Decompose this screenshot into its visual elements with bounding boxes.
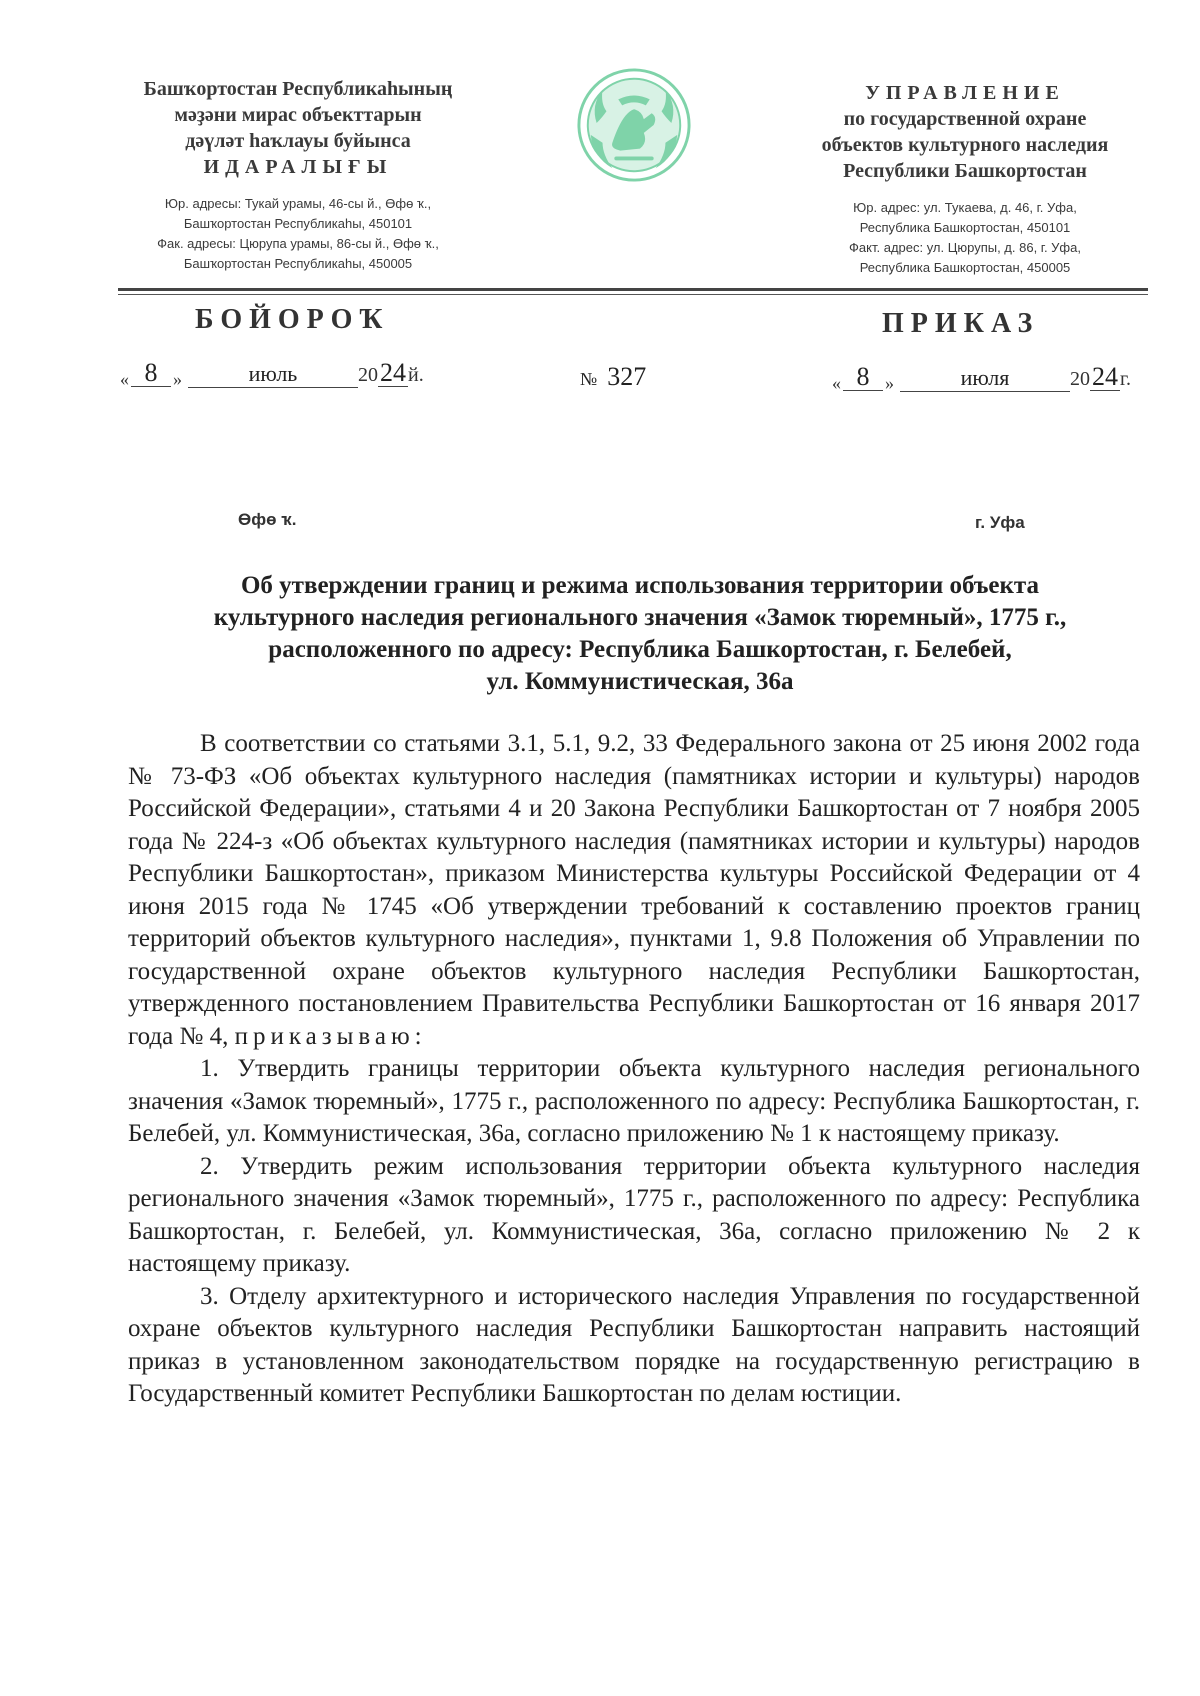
order-item: 2. Утвердить режим использования территории объекта культурного наследия регионального значения «Замок тюремный», 1775 г., расположенного по адресу: Республика Башкортостан, г. Белебей, ул. Коммунистическая, 36а, согласно приложению № 2 к настоящему приказу. (128, 1152, 1140, 1277)
header-divider-thick (118, 288, 1148, 291)
quote-open: « (832, 373, 841, 393)
header-right-org-block (780, 80, 1150, 278)
date-month: июля (900, 365, 1070, 392)
doc-type-title-bashkir: БОЙОРОҠ (195, 304, 390, 335)
address-block-right (780, 198, 1150, 278)
order-item: 3. Отделу архитектурного и исторического наследия Управления по государственной охране объектов культурного наследия Республики Башкортостан направить настоящий приказ в установленном законодательством порядке на государственную регистрацию в Государственный комитет Республики Башкортостан по делам юстиции. (128, 1282, 1140, 1407)
header-divider-thin (118, 294, 1148, 295)
org-name-line: дәүләт һаҡлауы буйынса (185, 130, 411, 152)
org-name-line: объектов культурного наследия (821, 134, 1109, 156)
org-name-line: мәҙәни мирас объекттарын (174, 104, 422, 126)
org-name-line: Республики Башкортостан (843, 160, 1087, 182)
quote-close: » (885, 373, 894, 393)
coat-of-arms-emblem-icon (575, 66, 693, 184)
date-month: июль (188, 361, 358, 388)
number-sign: № (580, 369, 598, 389)
address-line: Юр. адрес: ул. Тукаева, д. 46, г. Уфа, (853, 200, 1077, 215)
city-bashkir: Өфө ҡ. (238, 510, 297, 529)
order-number (580, 362, 646, 392)
city-russian: г. Уфа (975, 513, 1025, 532)
title-line: Об утверждении границ и режима использования территории объекта (240, 572, 1040, 599)
preamble-text: В соответствии со статьями 3.1, 5.1, 9.2, 33 Федерального закона от 25 июня 2002 года № 73-ФЗ «Об объектах культурного наследия (памятниках истории и культуры) народов Российской Федерации», статьями 4 и 20 Закона Республики Башкортостан от 7 ноября 2005 года № 224-з «Об объектах культурного наследия (памятниках истории и культуры) народов Республики Башкортостан», приказом Министерства культуры Российской Федерации от 4 июня 2015 года № 1745 «Об утверждении требований к составлению проектов границ территорий объектов культурного наследия», пунктами 1, 9.8 Положения об Управлении по государственной охране объектов культурного наследия Республики Башкортостан, утвержденного постановлением Правительства Республики Башкортостан от 16 января 2017 года № 4, (128, 730, 1140, 1050)
address-block-left (118, 194, 478, 274)
org-name-line: ИДАРАЛЫҒЫ (203, 156, 393, 178)
date-left (118, 360, 424, 390)
date-year-suffix: 24 (380, 358, 406, 387)
date-year-suffix: 24 (1092, 362, 1118, 391)
date-day: 8 (843, 364, 883, 391)
doc-type-title-russian: ПРИКАЗ (882, 308, 1040, 339)
org-name-line: по государственной охране (843, 108, 1087, 130)
address-line: Башҡортостан Республикаһы, 450005 (183, 256, 413, 271)
date-day: 8 (131, 360, 171, 387)
address-line: Башҡортостан Республикаһы, 450101 (183, 216, 413, 231)
date-year-unit: г. (1120, 368, 1131, 390)
date-right (830, 364, 1131, 394)
document-title (128, 570, 1152, 698)
date-year-unit: й. (408, 364, 424, 386)
header-left-org-block (118, 76, 478, 274)
quote-close: » (173, 369, 182, 389)
document-body (128, 728, 1140, 1411)
org-name-line: Башҡортостан Республикаһының (143, 78, 453, 100)
address-line: Фак. адресы: Цюрупа урамы, 86-сы й., Өфө ҡ., (157, 236, 439, 251)
address-line: Юр. адресы: Тукай урамы, 46-сы й., Өфө ҡ., (164, 196, 432, 211)
address-line: Факт. адрес: ул. Цюрупы, д. 86, г. Уфа, (849, 240, 1081, 255)
date-year-prefix: 20 (358, 364, 378, 386)
order-word: приказываю: (234, 1022, 427, 1050)
title-line: расположенного по адресу: Республика Башкортостан, г. Белебей, (268, 636, 1012, 663)
date-year-prefix: 20 (1070, 368, 1090, 390)
title-line: культурного наследия регионального значения «Замок тюремный», 1775 г., (213, 604, 1067, 631)
preamble-paragraph (128, 728, 1140, 1053)
quote-open: « (120, 369, 129, 389)
org-name-line: УПРАВЛЕНИЕ (865, 82, 1065, 104)
number-value: 327 (607, 362, 647, 391)
address-line: Республика Башкортостан, 450005 (859, 260, 1071, 275)
order-item: 1. Утвердить границы территории объекта культурного наследия регионального значения «Замок тюремный», 1775 г., расположенного по адресу: Республика Башкортостан, г. Белебей, ул. Коммунистическая, 36а, согласно приложению № 1 к настоящему приказу. (128, 1055, 1140, 1147)
title-line: ул. Коммунистическая, 36а (486, 668, 794, 695)
address-line: Республика Башкортостан, 450101 (859, 220, 1071, 235)
